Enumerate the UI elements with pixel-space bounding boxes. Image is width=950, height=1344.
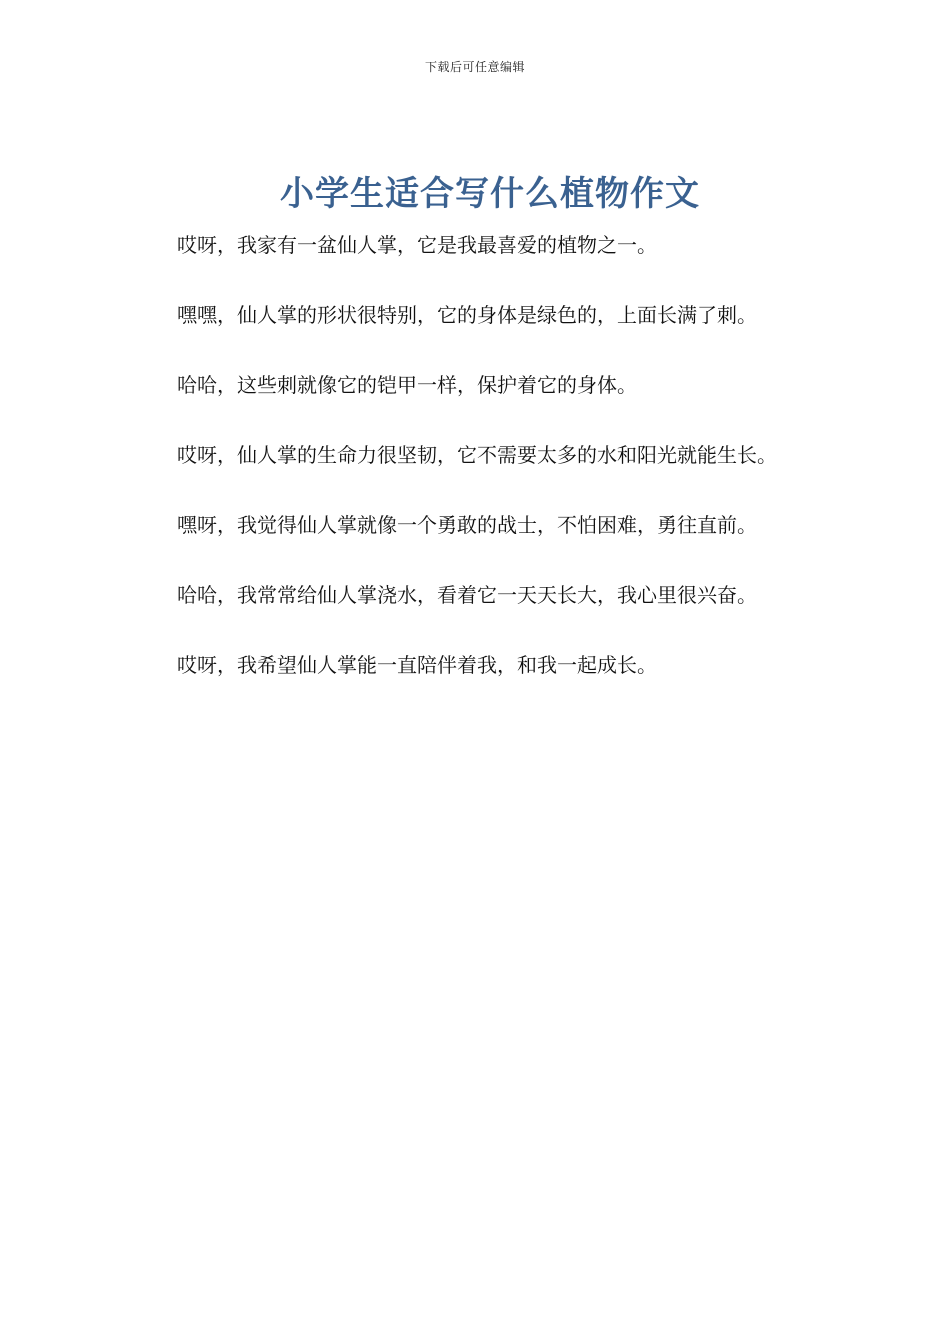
- header-note: 下载后可任意编辑: [424, 60, 525, 74]
- paragraph: 哎呀，我希望仙人掌能一直陪伴着我，和我一起成长。: [177, 653, 657, 677]
- paragraph: 哎呀，仙人掌的生命力很坚韧，它不需要太多的水和阳光就能生长。: [177, 443, 777, 467]
- essay-body: [177, 232, 897, 722]
- paragraph: 哈哈，我常常给仙人掌浇水，看着它一天天长大，我心里很兴奋。: [177, 583, 757, 607]
- paragraph: 哎呀，我家有一盆仙人掌，它是我最喜爱的植物之一。: [177, 233, 657, 257]
- paragraph: 嘿嘿，仙人掌的形状很特别，它的身体是绿色的，上面长满了刺。: [177, 303, 757, 327]
- paragraph: 哈哈，这些刺就像它的铠甲一样，保护着它的身体。: [177, 373, 637, 397]
- document-title: 小学生适合写什么植物作文: [280, 174, 700, 214]
- paragraph: 嘿呀，我觉得仙人掌就像一个勇敢的战士，不怕困难，勇往直前。: [177, 513, 757, 537]
